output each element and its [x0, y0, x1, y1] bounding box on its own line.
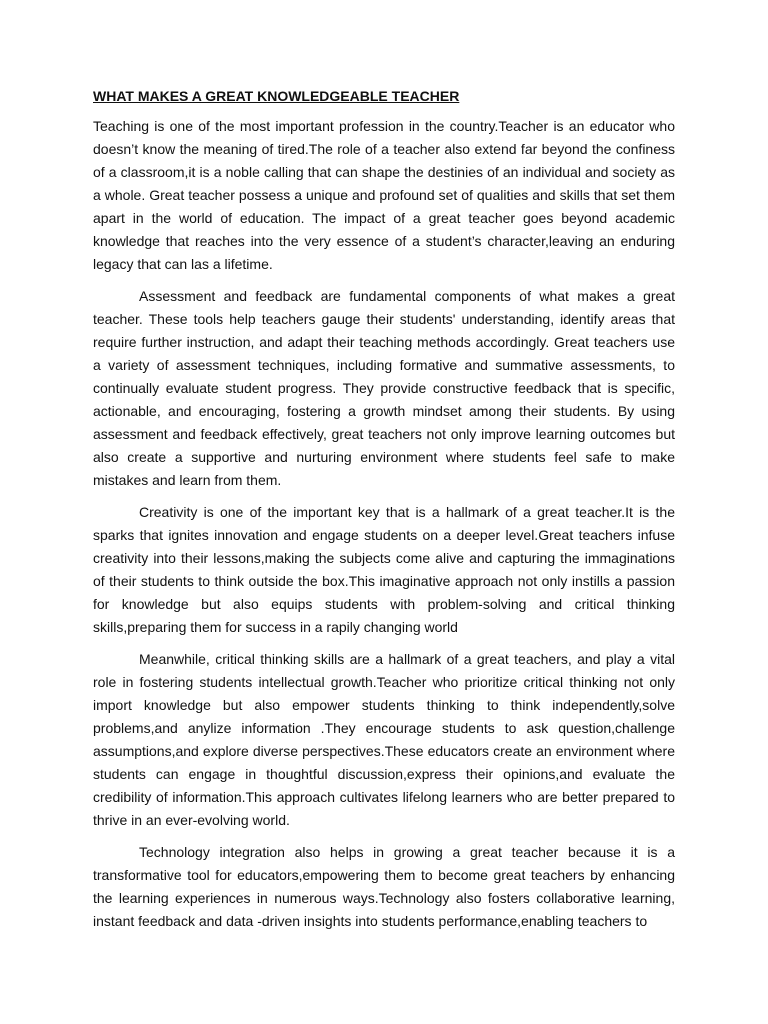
paragraph-creativity: Creativity is one of the important key that is a hallmark of a great teacher.It is the sparks that ignites innovation and engage students on a deeper level.Great teachers infuse creativity into their lessons,making the subjects come alive and capturing the immaginations of their students to think outside the box.This imaginative approach not only instills a passion for knowledge but also equips students with problem-solving and critical thinking skills,preparing them for success in a rapily changing world: [93, 504, 675, 635]
paragraph-critical-thinking: Meanwhile, critical thinking skills are a hallmark of a great teachers, and play a vital role in fostering students intellectual growth.Teacher who prioritize critical thinking not only import knowledge but also empower students thinking to think independently,solve problems,and anylize information .They encourage students to ask question,challenge assumptions,and explore diverse perspectives.These educators create an environment where students can engage in thoughtful discussion,express their opinions,and evaluate the credibility of information.This approach cultivates lifelong learners who are better prepared to thrive in an ever-evolving world.: [93, 651, 675, 828]
document-title: WHAT MAKES A GREAT KNOWLEDGEABLE TEACHER: [93, 88, 460, 104]
document-body: [93, 86, 675, 942]
paragraph-assessment-feedback: Assessment and feedback are fundamental components of what makes a great teacher. These tools help teachers gauge their students' understanding, identify areas that require further instruction, and adapt their teaching methods accordingly. Great teachers use a variety of assessment techniques, including formative and summative assessments, to continually evaluate student progress. They provide constructive feedback that is specific, actionable, and encouraging, fostering a growth mindset among their students. By using assessment and feedback effectively, great teachers not only improve learning outcomes but also create a supportive and nurturing environment where students feel safe to make mistakes and learn from them.: [93, 288, 675, 488]
paragraph-technology-integration: Technology integration also helps in growing a great teacher because it is a transformative tool for educators,empowering them to become great teachers by enhancing the learning experiences in numerous ways.Technology also fosters collaborative learning, instant feedback and data -driven insights into students performance,enabling teachers to: [93, 844, 675, 929]
paragraph-introduction: Teaching is one of the most important profession in the country.Teacher is an educator who doesn’t know the meaning of tired.The role of a teacher also extend far beyond the confiness of a classroom,it is a noble calling that can shape the destinies of an individual and society as a whole. Great teacher possess a unique and profound set of qualities and skills that set them apart in the world of education. The impact of a great teacher goes beyond academic knowledge that reaches into the very essence of a student’s character,leaving an enduring legacy that can las a lifetime.: [93, 118, 675, 272]
